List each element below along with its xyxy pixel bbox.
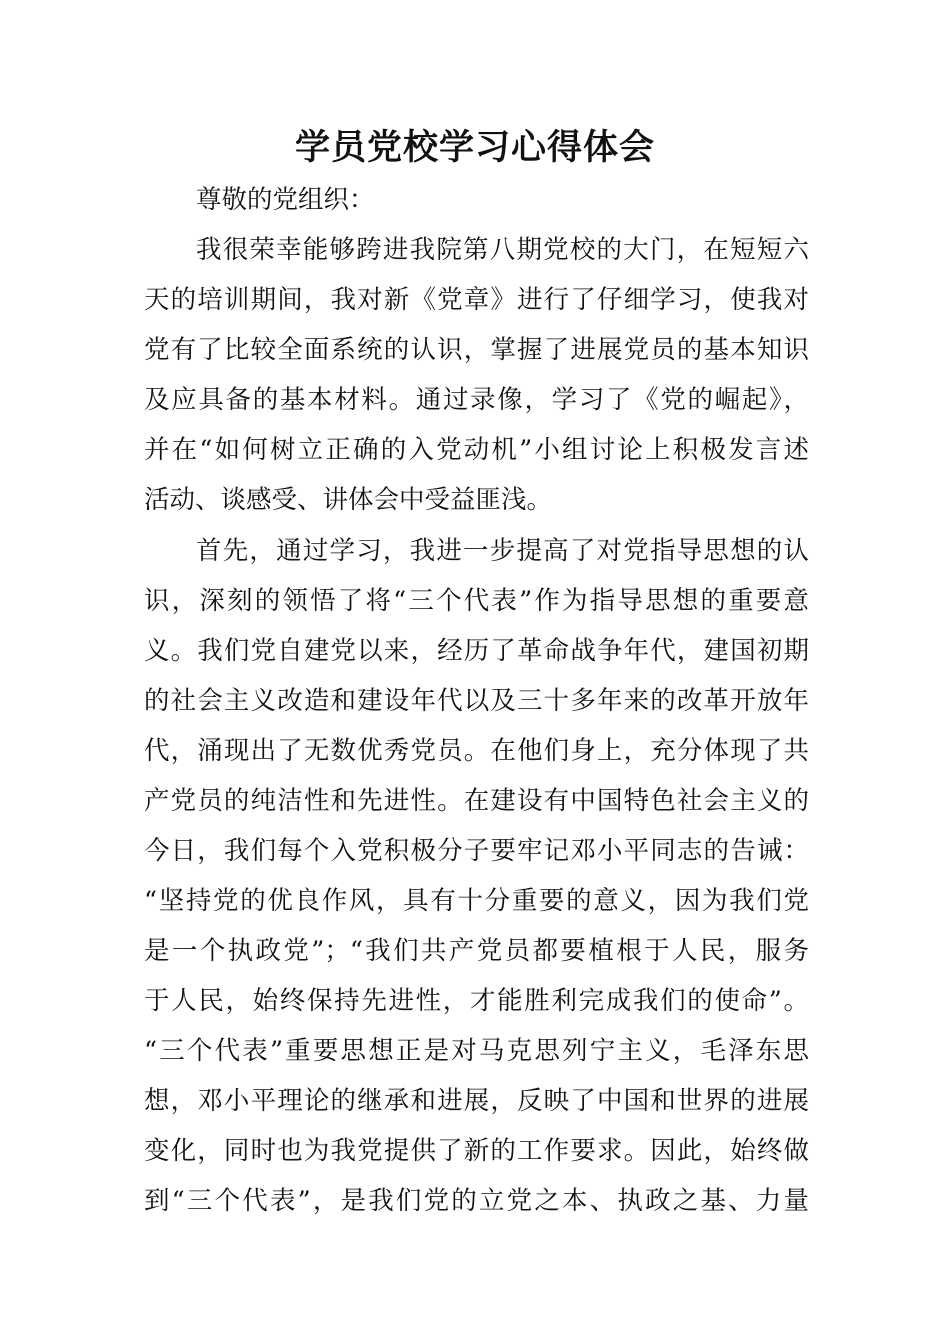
paragraph-line: 及应具备的基本材料。通过录像，学习了《党的崛起》，: [144, 385, 809, 415]
paragraph-line: 是一个执政党”；“我们共产党员都要植根于人民，服务: [144, 936, 809, 966]
paragraph-line: 今日，我们每个入党积极分子要牢记邓小平同志的告诫：: [144, 836, 809, 866]
paragraph-line: 义。我们党自建党以来，经历了革命战争年代，建国初期: [144, 636, 809, 666]
paragraph-line: 天的培训期间，我对新《党章》进行了仔细学习，使我对: [144, 285, 809, 315]
paragraph-line: “坚持党的优良作风，具有十分重要的意义，因为我们党: [144, 886, 809, 916]
salutation: 尊敬的党组织：: [196, 185, 375, 215]
paragraph-line: 活动、谈感受、讲体会中受益匪浅。: [144, 485, 553, 515]
paragraph-line: 我很荣幸能够跨进我院第八期党校的大门，在短短六: [196, 235, 809, 265]
paragraph-line: 并在“如何树立正确的入党动机”小组讨论上积极发言述: [144, 435, 809, 465]
paragraph-line: 想，邓小平理论的继承和进展，反映了中国和世界的进展: [144, 1086, 809, 1116]
document-title: 学员党校学习心得体会: [294, 128, 655, 168]
paragraph-line: 的社会主义改造和建设年代以及三十多年来的改革开放年: [144, 686, 809, 716]
paragraph-line: 识，深刻的领悟了将“三个代表”作为指导思想的重要意: [144, 586, 809, 616]
paragraph-line: 产党员的纯洁性和先进性。在建设有中国特色社会主义的: [144, 786, 809, 816]
paragraph-line: 变化，同时也为我党提供了新的工作要求。因此，始终做: [144, 1136, 809, 1166]
paragraph-line: 代，涌现出了无数优秀党员。在他们身上，充分体现了共: [144, 736, 809, 766]
paragraph-line: 于人民，始终保持先进性，才能胜利完成我们的使命”。: [144, 986, 809, 1016]
paragraph-line: 党有了比较全面系统的认识，掌握了进展党员的基本知识: [144, 335, 809, 365]
paragraph-line: 到“三个代表”，是我们党的立党之本、执政之基、力量: [144, 1186, 809, 1216]
paragraph-line: 首先，通过学习，我进一步提高了对党指导思想的认: [196, 536, 809, 566]
paragraph-line: “三个代表”重要思想正是对马克思列宁主义，毛泽东思: [144, 1036, 809, 1066]
